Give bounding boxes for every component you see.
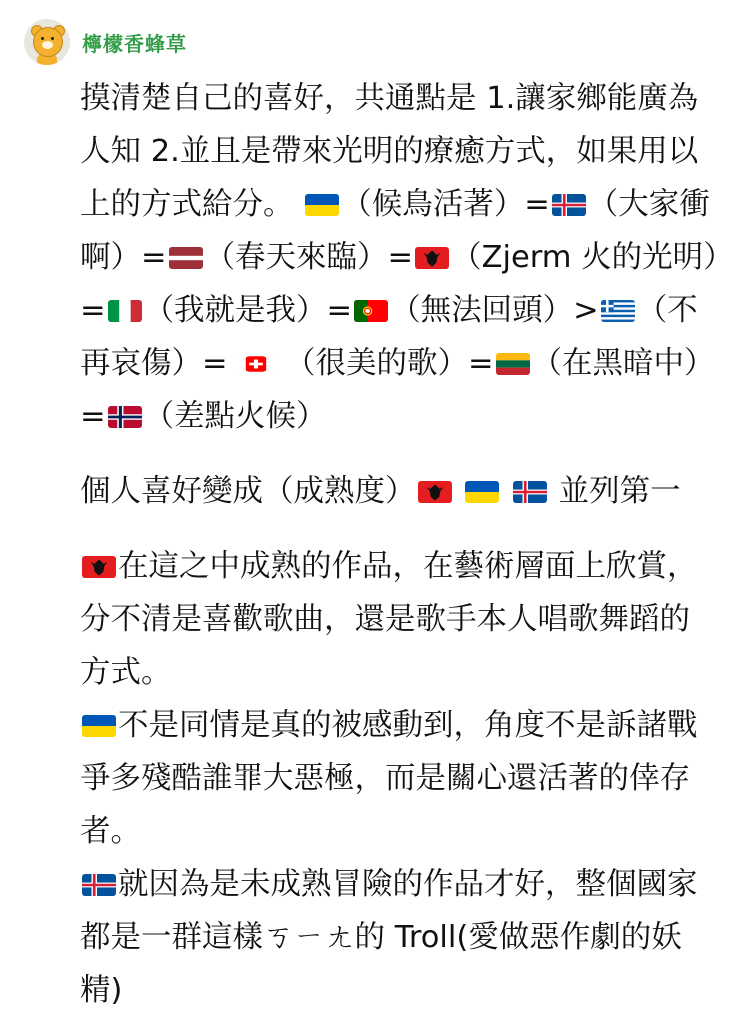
post-text: 就因為是未成熟冒險的作品才好，整個國家都是一群這樣ㄎㄧㄤ的 Troll(愛做惡作劇的妖精) xyxy=(80,867,698,1008)
post-paragraph-3 xyxy=(80,540,720,699)
post-text: 不是同情是真的被感動到，角度不是訴諸戰爭多殘酷誰罪大惡極，而是關心還活著的倖存者。 xyxy=(80,708,698,849)
post-text: （春天來臨）= xyxy=(204,240,414,275)
ukraine-flag-icon xyxy=(305,194,339,216)
iceland-flag-icon xyxy=(552,194,586,216)
post-body xyxy=(80,72,720,1017)
latvia-flag-icon xyxy=(169,247,203,269)
bear-eye-icon xyxy=(41,37,44,40)
username[interactable]: 檸檬香蜂草 xyxy=(82,31,187,56)
post-text: 並列第一 xyxy=(548,474,681,509)
post-text: 摸清楚自己的喜好，共通點是 1.讓家鄉能廣為人知 2.並且是帶來光明的療癒方式，如果用以上的方式給分。 xyxy=(80,81,699,222)
post-paragraph-2 xyxy=(80,465,720,518)
portugal-flag-icon xyxy=(354,300,388,322)
post-text: 在這之中成熟的作品，在藝術層面上欣賞，分不清是喜歡歌曲，還是歌手本人唱歌舞蹈的方式。 xyxy=(80,549,698,690)
post-text: （差點火候） xyxy=(143,399,327,434)
norway-flag-icon xyxy=(108,406,142,428)
albania-flag-icon xyxy=(82,556,116,578)
post-text: （很美的歌）= xyxy=(275,346,494,381)
post-paragraph-4 xyxy=(80,699,720,858)
iceland-flag-icon xyxy=(82,874,116,896)
paragraph-gap xyxy=(80,443,720,465)
paragraph-gap xyxy=(80,518,720,540)
post-text: （候鳥活著）= xyxy=(341,187,550,222)
post-header xyxy=(24,18,187,66)
italy-flag-icon xyxy=(108,300,142,322)
bear-snout-icon xyxy=(42,41,53,49)
post-text: （在黑暗中）= xyxy=(80,346,715,434)
albania-flag-icon xyxy=(415,247,449,269)
post-text: （Zjerm 火的光明）= xyxy=(80,240,719,328)
post-text xyxy=(501,474,511,509)
albania-flag-icon xyxy=(418,481,452,503)
post-paragraph-5 xyxy=(80,858,720,1017)
ukraine-flag-icon xyxy=(82,715,116,737)
post-text: （不再哀傷）= xyxy=(80,293,698,381)
greece-flag-icon xyxy=(601,300,635,322)
post-text xyxy=(454,474,464,509)
avatar[interactable] xyxy=(24,19,70,65)
post-text: （大家衝啊）= xyxy=(80,187,710,275)
post-paragraph-1 xyxy=(80,72,720,443)
post-text: （我就是我）= xyxy=(143,293,353,328)
iceland-flag-icon xyxy=(513,481,547,503)
bear-eye-icon xyxy=(51,37,54,40)
post-text: 個人喜好變成（成熟度） xyxy=(80,474,416,509)
post-text: （無法回頭）> xyxy=(390,293,599,328)
switzerland-flag-icon xyxy=(239,353,273,375)
ukraine-flag-icon xyxy=(465,481,499,503)
lithuania-flag-icon xyxy=(496,353,530,375)
